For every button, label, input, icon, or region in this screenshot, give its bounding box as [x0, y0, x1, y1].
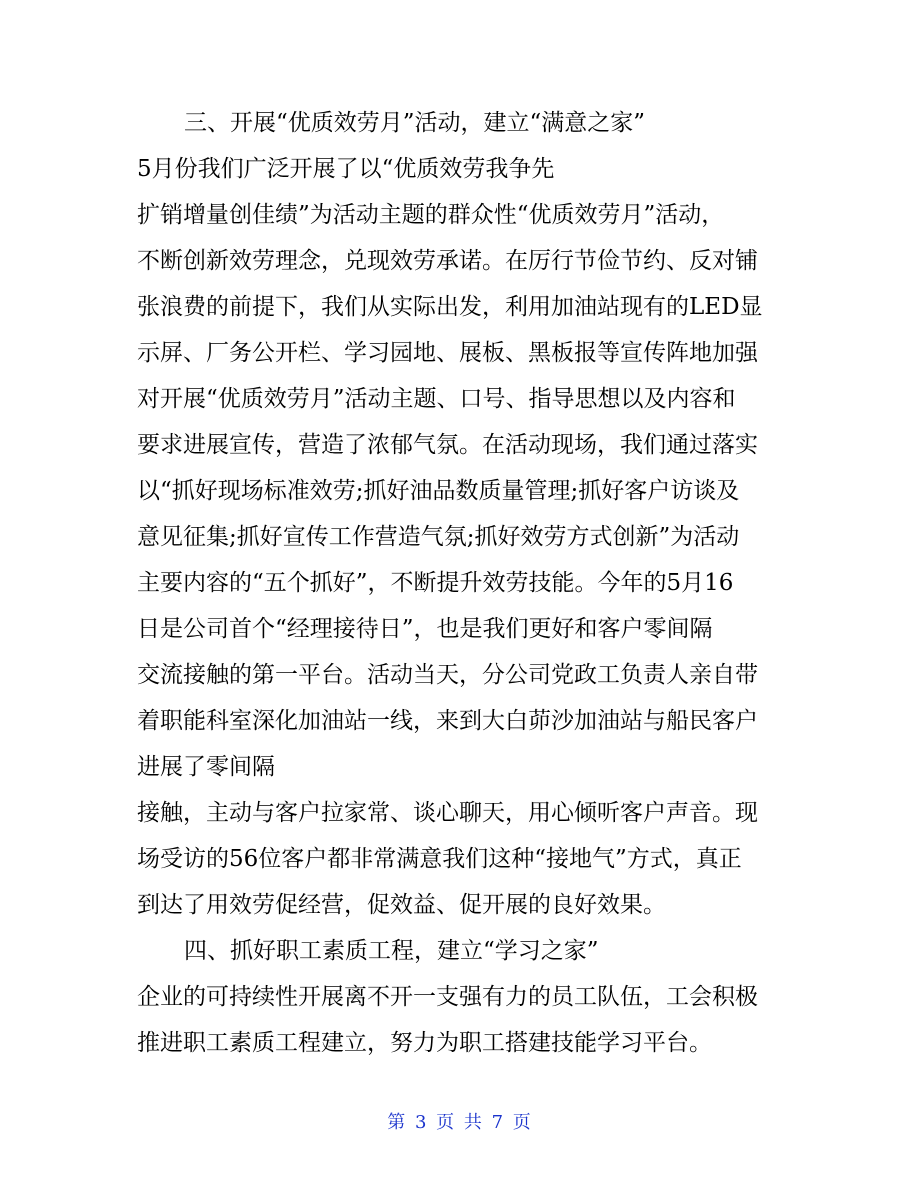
paragraph-line: 场受访的56位客户都非常满意我们这种“接地气”方式，真正: [137, 846, 742, 872]
paragraph-line: 要求进展宣传，营造了浓郁气氛。在活动现场，我们通过落实: [137, 432, 758, 458]
paragraph-line: 到达了用效劳促经营，促效益、促开展的良好效果。: [137, 892, 666, 918]
section-heading: 三、开展“优质效劳月”活动，建立“满意之家”: [184, 110, 646, 136]
paragraph-line: 扩销增量创佳绩”为活动主题的群众性“优质效劳月”活动，: [137, 202, 725, 228]
document-body: [137, 100, 797, 1066]
paragraph-line: 日是公司首个“经理接待日”，也是我们更好和客户零间隔: [137, 616, 713, 642]
paragraph-line: 进展了零间隔: [137, 754, 275, 780]
paragraph-line: 主要内容的“五个抓好”，不断提升效劳技能。今年的5月16: [137, 570, 734, 596]
paragraph-line: 5月份我们广泛开展了以“优质效劳我争先: [137, 156, 555, 182]
page-number-footer: 第 3 页 共 7 页: [387, 1112, 533, 1133]
paragraph-line: 以“抓好现场标准效劳;抓好油品数质量管理;抓好客户访谈及: [137, 478, 740, 504]
paragraph-line: 企业的可持续性开展离不开一支强有力的员工队伍，工会积极: [137, 984, 758, 1010]
paragraph-line: 交流接触的第一平台。活动当天，分公司党政工负责人亲自带: [137, 662, 758, 688]
paragraph-line: 推进职工素质工程建立，努力为职工搭建技能学习平台。: [137, 1030, 712, 1056]
paragraph-line: 张浪费的前提下，我们从实际出发，利用加油站现有的LED显: [137, 294, 763, 320]
paragraph-line: 对开展“优质效劳月”活动主题、口号、指导思想以及内容和: [137, 386, 736, 412]
paragraph-line: 接触，主动与客户拉家常、谈心聊天，用心倾听客户声音。现: [137, 800, 758, 826]
section-heading: 四、抓好职工素质工程，建立“学习之家”: [184, 938, 599, 964]
paragraph-line: 着职能科室深化加油站一线，来到大白茆沙加油站与船民客户: [137, 708, 758, 734]
paragraph-line: 意见征集;抓好宣传工作营造气氛;抓好效劳方式创新”为活动: [137, 524, 740, 550]
paragraph-line: 示屏、厂务公开栏、学习园地、展板、黑板报等宣传阵地加强: [137, 340, 758, 366]
paragraph-line: 不断创新效劳理念，兑现效劳承诺。在厉行节俭节约、反对铺: [137, 248, 758, 274]
